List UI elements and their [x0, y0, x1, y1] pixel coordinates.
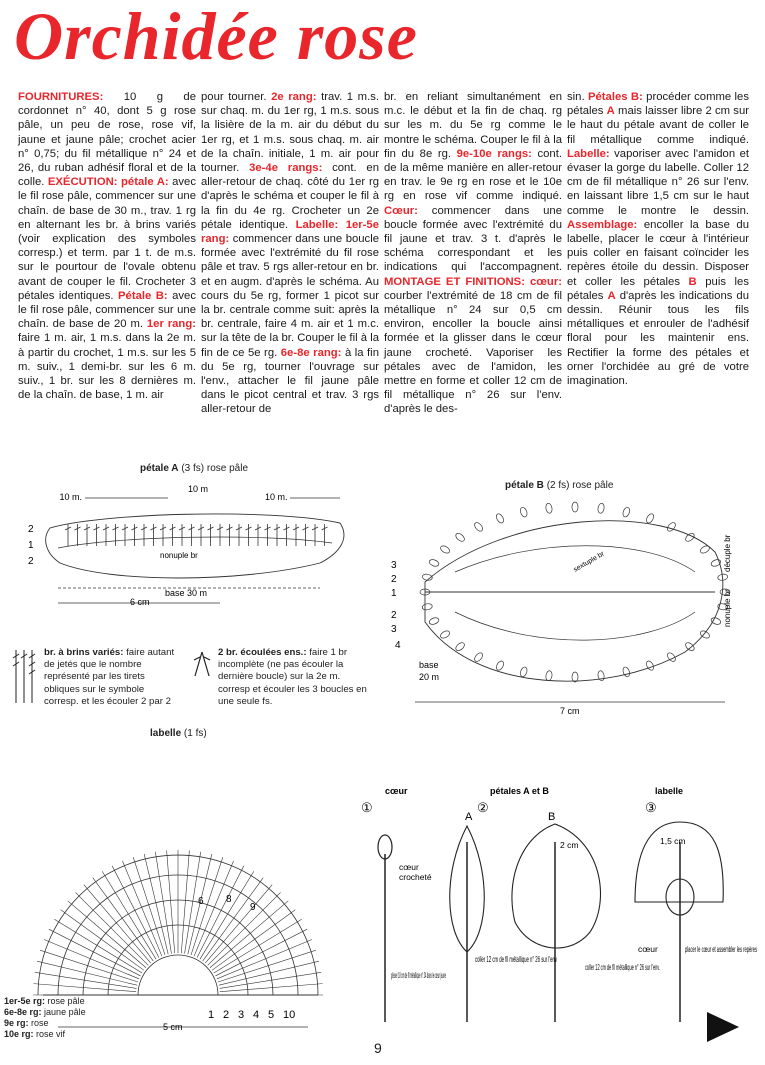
instruction-heading: 1er rang: [146, 318, 196, 331]
petale-b-2cm: 2 cm [560, 840, 579, 850]
instruction-heading: Pétale B: [118, 289, 168, 302]
color-row-4: 10e rg: rose vif [4, 1029, 66, 1039]
petale-b-diagram [385, 492, 755, 722]
coeur-crochete-label-2: crocheté [399, 872, 432, 882]
instruction-heading: EXÉCUTION: pétale A: [47, 176, 169, 189]
petale-a-base-label: base 30 m [165, 588, 208, 598]
labelle-diagram [18, 740, 348, 1040]
text-column-1 [18, 90, 196, 402]
petale-a-width-label: 6 cm [130, 597, 150, 607]
color-row-2: 6e-8e rg: jaune pâle [4, 1007, 86, 1017]
petale-b-row-4: 4 [395, 640, 401, 651]
placer-note: placer le cœur et assembler les repères [685, 944, 757, 954]
instruction-text: puis les pétales [567, 275, 749, 302]
instruction-text: 10 g de cordonnet n° 40, dont 5 g rose pâle, un peu de rose, rose vif, jaune et jaune pâle; crochet acier n° 0,75; du fil métallique n° 24 et 26, du ruban adhésif floral et de la colle. [18, 91, 196, 189]
instruction-heading: 2e rang: [271, 91, 317, 103]
instruction-heading: Pétales B: [587, 91, 643, 103]
paragraph [567, 90, 749, 388]
assembly-labelle-title: labelle [655, 786, 684, 796]
instruction-text: mais laisser libre 2 cm sur le haut du pétale avant de coller le fil métallique comme indiqué. [567, 105, 749, 146]
next-page-arrow-icon [707, 1012, 739, 1042]
instruction-heading: Labelle: [567, 147, 610, 160]
petale-b-decuple-label: décuple br [723, 534, 732, 572]
paragraph [18, 90, 196, 402]
instruction-heading: Cœur: [384, 204, 418, 217]
step-2-number: ② [477, 800, 489, 815]
petale-b-row-2-bottom: 2 [391, 610, 397, 621]
petale-b-letter: B [548, 811, 556, 823]
instruction-text: pour tourner. [201, 91, 272, 103]
paragraph [384, 90, 562, 417]
labelle-width-label: 5 cm [163, 1022, 183, 1032]
petale-b-base-label: base [419, 660, 439, 670]
petale-a-10m-left: 10 m. [59, 492, 82, 502]
labelle-row-num-2: 2 [223, 1009, 230, 1021]
instruction-text: cont. en aller-retour de chaq. côté du 1er rg d'après le schéma et couper le fil à la fin du 4e rg. Crocheter un 2e pétale identique. [201, 162, 379, 231]
petale-a-letter: A [465, 811, 473, 823]
petale-b-base-count: 20 m [419, 672, 440, 682]
instruction-text: d'après les indications du dessin. Réunir tous les fils métalliques et enrouler de l'adhésif floral pour les maintenir ens. Rectifier la forme des pétales et orner l'orchidée au gré de votre imagination. [567, 289, 749, 388]
labelle-row-num-4: 4 [253, 1009, 260, 1021]
paragraph [201, 90, 379, 417]
petale-a-caption: pétale A (3 fs) rose pâle [140, 463, 249, 474]
color-row-1: 1er-5e rg: rose pâle [4, 996, 85, 1006]
instruction-text: procéder comme les pétales [567, 91, 749, 118]
instruction-text: à la fin du 5e rg, tourner l'ouvrage sur l'env., attacher le fil jaune pâle dans le picot central et trav. 3 rgs aller-retour de [201, 346, 379, 416]
instruction-heading: A [606, 105, 615, 118]
instruction-heading: 6e-8e rang: [280, 346, 342, 359]
multi-strand-stitch-icon [12, 648, 42, 708]
instruction-text: encoller la base du labelle, placer le cœur à l'intérieur puis coller en faisant coïncider les repères étoile du dessin. Disposer et coller les pétales [567, 218, 749, 288]
page-number: 9 [374, 1040, 382, 1056]
petale-a-row-1: 1 [28, 540, 34, 551]
petale-b-nonuple-label: nonuple br [723, 589, 732, 627]
assembly-diagram [355, 782, 760, 1042]
labelle-row-num-10: 10 [283, 1009, 296, 1021]
step-1-number: ① [361, 800, 373, 815]
petale-b-sextuple-label: sextuple br [572, 550, 606, 574]
instruction-heading: B [688, 275, 697, 288]
text-column-2 [201, 90, 379, 417]
instruction-text: courber l'extrémité de 18 cm de fil métallique n° 24 sur 0,5 cm environ, encoller la boucle ainsi formée et la glisser dans le cœur jaune crocheté. Vaporiser les pétales avec de l'amidon, les mettre en forme et coller 12 cm de fil métallique n° 26 sur l'env. d'après le des- [384, 289, 562, 416]
legend-two-together: 2 br. écoulées ens.: faire 1 br incomplète (ne pas écouler la dernière boucle) sur la 2e m. corresp et écouler les 3 boucles en une seule fs. [218, 647, 367, 707]
petale-b-row-3-top: 3 [391, 560, 397, 571]
labelle-row-num-1: 1 [208, 1009, 215, 1021]
color-legend [4, 996, 114, 1040]
petale-b-caption: pétale B (2 fs) rose pâle [505, 480, 614, 491]
instructions-text [18, 90, 753, 435]
instruction-text: avec le fil rose pâle, commencer sur une chaîn. de base de 30 m., trav. 1 rg en alternant les br. à brins variés (voir explication des symboles corresp.) et term. par 1 t. de m.s. sur le pourtour de l'ovale obtenu avant de couper le fil. Crocheter 3 pétales identiques. [18, 176, 196, 302]
instruction-heading: Assemblage: [567, 218, 638, 231]
petale-b-row-2-top: 2 [391, 574, 397, 585]
instruction-text: trav. 1 m.s. sur chaq. m. du 1er rg, 1 m.s. sous la lisière de la m. air du début du 1er rg, et 1 m.s. sous chaq. m. air de la chaîn. initiale, 1 m. air pour tourner. [201, 91, 380, 175]
instruction-text: vaporiser avec l'amidon et évaser la gorge du labelle. Coller 12 cm de fil métallique n° 26 sur l'env. en laissant libre 1,5 cm sur le haut comme le montre le dessin. [567, 147, 749, 217]
labelle-caption: labelle (1 fs) [150, 728, 207, 739]
color-row-3: 9e rg: rose [4, 1018, 49, 1028]
petale-b-width-label: 7 cm [560, 706, 580, 716]
instruction-heading: 9e-10e rangs: [456, 147, 532, 160]
instruction-text: faire 1 m. air, 1 m.s. dans la 2e m. à partir du crochet, 1 m.s. sur les 5 m. suiv., 1 demi-br. sur les 6 m. suiv., 1 br. sur les 8 dernières m. de la chaîn. de base, 1 m. air [18, 332, 196, 402]
instruction-text: avec le fil rose pâle, commencer sur une chaîn. de base de 20 m. [18, 289, 196, 331]
text-column-3 [384, 90, 562, 417]
petale-a-diagram [20, 478, 350, 608]
instruction-heading: MONTAGE ET FINITIONS: cœur: [384, 275, 562, 288]
labelle-row-9: 9 [250, 902, 256, 913]
labelle-row-6: 6 [198, 896, 204, 907]
instruction-text: commencer dans une boucle formée avec l'extrémité du fil rose pâle et trav. 5 rgs aller-retour en br. et en augm. d'après le schéma. Au cours du 5e rg, former 1 picot sur la br. centrale comme suit: après la br. centrale, faire 4 m. air et 1 m.c. sur la tête de la br. Couper le fil à la fin de ce 5e rg. [201, 233, 379, 359]
petale-b-row-1: 1 [391, 588, 397, 599]
coller-labelle-note: coller 12 cm de fil métallique n° 26 sur l'env. [585, 962, 660, 972]
glisser-note: glisser 18 cm de fil métallique n° 24 dans le cœur jaune [391, 970, 447, 980]
labelle-15cm: 1,5 cm [660, 836, 686, 846]
labelle-row-8: 8 [226, 894, 232, 905]
coeur-star-label: cœur [638, 944, 658, 954]
legend-multi-strand: br. à brins variés: faire autant de jetés que le nombre représenté par les tirets obliques sur le symbole corresp. et les écouler 2 par 2 [44, 647, 175, 707]
text-column-4 [567, 90, 749, 388]
instruction-heading: 3e-4e rangs: [249, 162, 323, 175]
labelle-row-num-3: 3 [238, 1009, 245, 1021]
page-title: Orchidée rose [14, 0, 418, 74]
petale-a-10m-right: 10 m. [265, 492, 288, 502]
instruction-heading: Labelle: 1er-5e rang: [201, 218, 379, 246]
coller-a-note: coller 12 cm de fil métallique n° 26 sur l'env [475, 954, 558, 964]
instruction-text: sin. [567, 91, 588, 103]
instruction-text: br. en reliant simultanément en m.c. le début et la fin de chaq. rg sur les m. du 5e rg comme le montre le schéma. Couper le fil à la fin du 8e rg. [384, 91, 562, 160]
instruction-heading: FOURNITURES: [18, 91, 104, 103]
petale-b-row-3-bottom: 3 [391, 624, 397, 635]
assembly-petales-title: pétales A et B [490, 786, 549, 796]
petale-a-row-2-top: 2 [28, 524, 34, 535]
assembly-coeur-title: cœur [385, 786, 408, 796]
instruction-text: commencer dans une boucle formée avec l'extrémité du fil jaune et trav. 3 t. d'après le schéma correspondant et les indications qui l'accompagnent. [384, 204, 562, 274]
instruction-heading: A [607, 289, 616, 302]
petale-a-row-2-bottom: 2 [28, 556, 34, 567]
coeur-crochete-label-1: cœur [399, 862, 419, 872]
instruction-text: cont. de la même manière en aller-retour en trav. le 9e rg en rose et le 10e rg en rose vif comme indiqué. [384, 147, 562, 203]
step-3-number: ③ [645, 800, 657, 815]
petale-a-10m-mid: 10 m [188, 484, 209, 494]
petale-a-nonuple-label: nonuple br [160, 551, 198, 560]
two-together-stitch-icon [192, 650, 212, 680]
labelle-row-num-5: 5 [268, 1009, 275, 1021]
